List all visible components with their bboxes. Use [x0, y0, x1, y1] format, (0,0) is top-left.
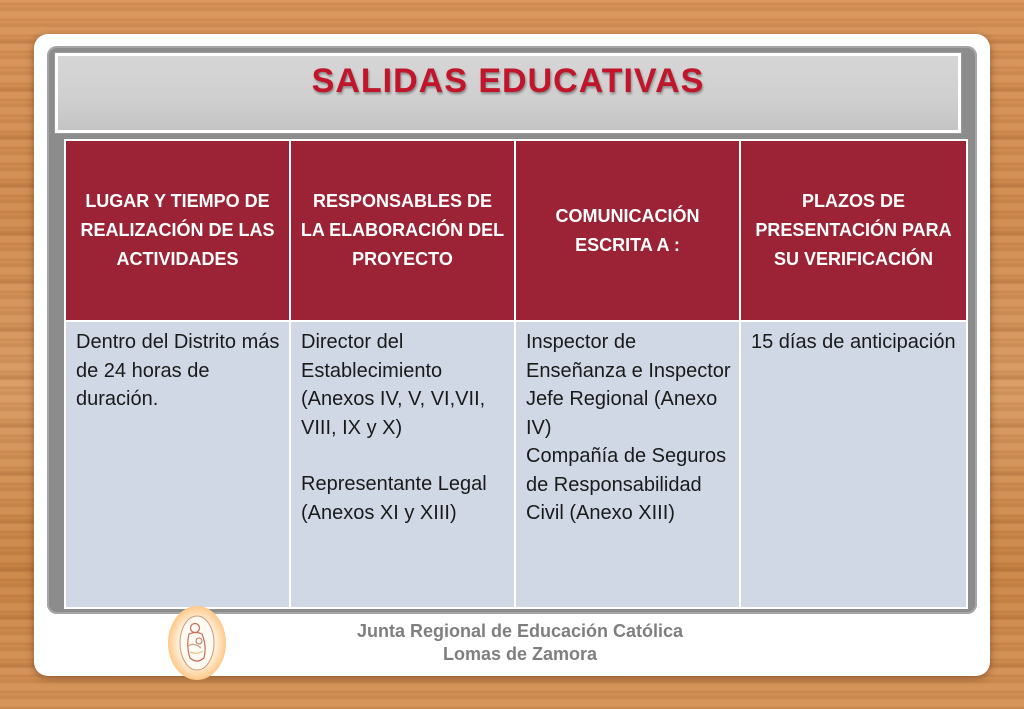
cell-responsables-text-2: Representante Legal (Anexos XI y XIII) [301, 473, 487, 524]
page-title: SALIDAS EDUCATIVAS [311, 62, 705, 100]
cell-comunicacion [515, 321, 740, 608]
title-bar [55, 53, 961, 133]
cell-lugar-text: Dentro del Distrito más de 24 horas de duración. [76, 331, 280, 410]
data-table [64, 139, 968, 609]
table-row [65, 321, 967, 608]
cell-plazos [740, 321, 967, 608]
cell-comunicacion-text: Inspector de Enseñanza e Inspector Jefe Regional (Anexo IV) Compañía de Seguros de Responsabilidad Civil (Anexo XIII) [526, 331, 731, 524]
header-plazos: PLAZOS DE PRESENTACIÓN PARA SU VERIFICACIÓN [740, 140, 967, 321]
virgin-and-child-emblem-icon [168, 606, 226, 680]
cell-responsables [290, 321, 515, 608]
cell-responsables-text-1: Director del Establecimiento (Anexos IV, V, VI,VII, VIII, IX y X) [301, 331, 486, 439]
footer-location: Lomas de Zamora [442, 644, 598, 664]
header-lugar: LUGAR Y TIEMPO DE REALIZACIÓN DE LAS ACTIVIDADES [65, 140, 290, 321]
header-comunicacion: COMUNICACIÓN ESCRITA A : [515, 140, 740, 321]
cell-plazos-text: 15 días de anticipación [751, 331, 956, 353]
footer-institution: Junta Regional de Educación Católica [356, 621, 684, 641]
cell-lugar [65, 321, 290, 608]
table-header-row [65, 140, 967, 321]
header-responsables: RESPONSABLES DE LA ELABORACIÓN DEL PROYECTO [290, 140, 515, 321]
